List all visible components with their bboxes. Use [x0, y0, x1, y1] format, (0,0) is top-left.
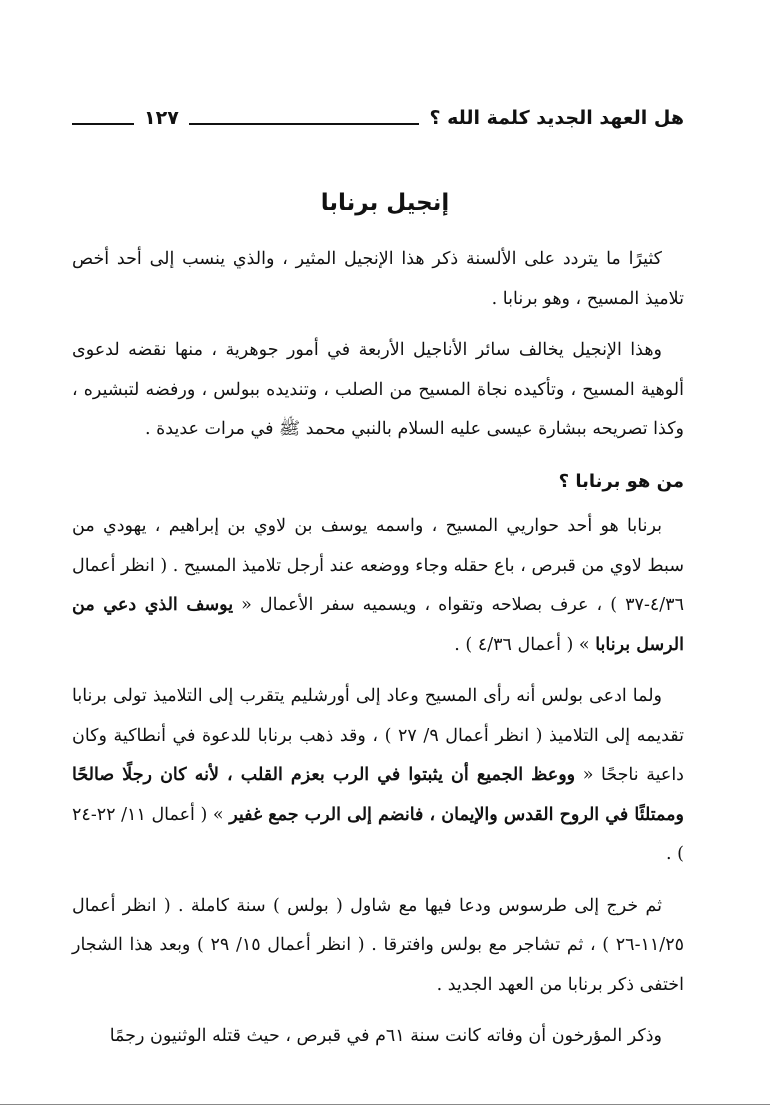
paragraph-4-text-b: » ( أعمال ١١/ ٢٢-٢٤ ) . [72, 804, 684, 864]
body-text [72, 240, 684, 1069]
paragraph-3 [72, 507, 684, 665]
paragraph-1-text: كثيرًا ما يتردد على الألسنة ذكر هذا الإنجيل المثير ، والذي ينسب إلى أحد أخص تلاميذ المسيح ، وهو برنابا . [72, 249, 684, 309]
paragraph-3-text-a: برنابا هو أحد حواريي المسيح ، واسمه يوسف بن لاوي بن إبراهيم ، يهودي من سبط لاوي من قبرص ، باع حقله وجاء ووضعه عند أرجل تلاميذ المسيح . ( انظر أعمال ٤/٣٦-٣٧ ) ، عرف بصلاحه وتقواه ، ويسميه سفر الأعمال « [72, 516, 684, 615]
paragraph-6-text: وذكر المؤرخون أن وفاته كانت سنة ٦١م في قبرص ، حيث قتله الوثنيون رجمًا [109, 1026, 662, 1046]
paragraph-2-text: وهذا الإنجيل يخالف سائر الأناجيل الأربعة في أمور جوهرية ، منها نقضه لدعوى ألوهية المسيح ، وتأكيده نجاة المسيح من الصلب ، وتنديده ببولس ، ورفضه لتبشيره ، وكذا تصريحه ببشارة عيسى عليه السلام بالنبي محمد ﷺ في مرات عديدة . [72, 340, 684, 439]
header-rule [189, 123, 420, 125]
paragraph-4 [72, 677, 684, 875]
paragraph-4-quote: ووعظ الجميع أن يثبتوا في الرب بعزم القلب ، لأنه كان رجلًا صالحًا وممتلئًا في الروح القدس والإيمان ، فانضم إلى الرب جمع غفير [72, 765, 684, 825]
page-bottom-edge [0, 1104, 770, 1105]
section-title: إنجيل برنابا [320, 190, 450, 216]
paragraph-5 [72, 887, 684, 1006]
subheading: من هو برنابا ؟ [558, 470, 684, 492]
running-header [72, 98, 684, 138]
paragraph-3-quote: يوسف الذي دعي من الرسل برنابا [72, 595, 684, 655]
page-number: ١٢٧ [144, 107, 179, 129]
header-tail-rule [72, 123, 134, 125]
paragraph-2 [72, 331, 684, 450]
paragraph-5-text: ثم خرج إلى طرسوس ودعا فيها مع شاول ( بولس ) سنة كاملة . ( انظر أعمال ١١/٢٥-٢٦ ) ، ثم تشاجر مع بولس وافترقا . ( انظر أعمال ١٥/ ٢٩ ) وبعد هذا الشجار اختفى ذكر برنابا من العهد الجديد . [72, 895, 684, 995]
paragraph-6 [72, 1017, 684, 1057]
paragraph-3-text-b: » ( أعمال ٤/٣٦ ) . [454, 634, 590, 655]
paragraph-4-text-a: ولما ادعى بولس أنه رأى المسيح وعاد إلى أورشليم يتقرب إلى التلاميذ تولى برنابا تقديمه إلى التلاميذ ( انظر أعمال ٩/ ٢٧ ) ، وقد ذهب برنابا للدعوة في أنطاكية وكان داعية ناجحًا « [72, 686, 684, 785]
header-title: هل العهد الجديد كلمة الله ؟ [429, 107, 684, 129]
paragraph-1 [72, 240, 684, 319]
